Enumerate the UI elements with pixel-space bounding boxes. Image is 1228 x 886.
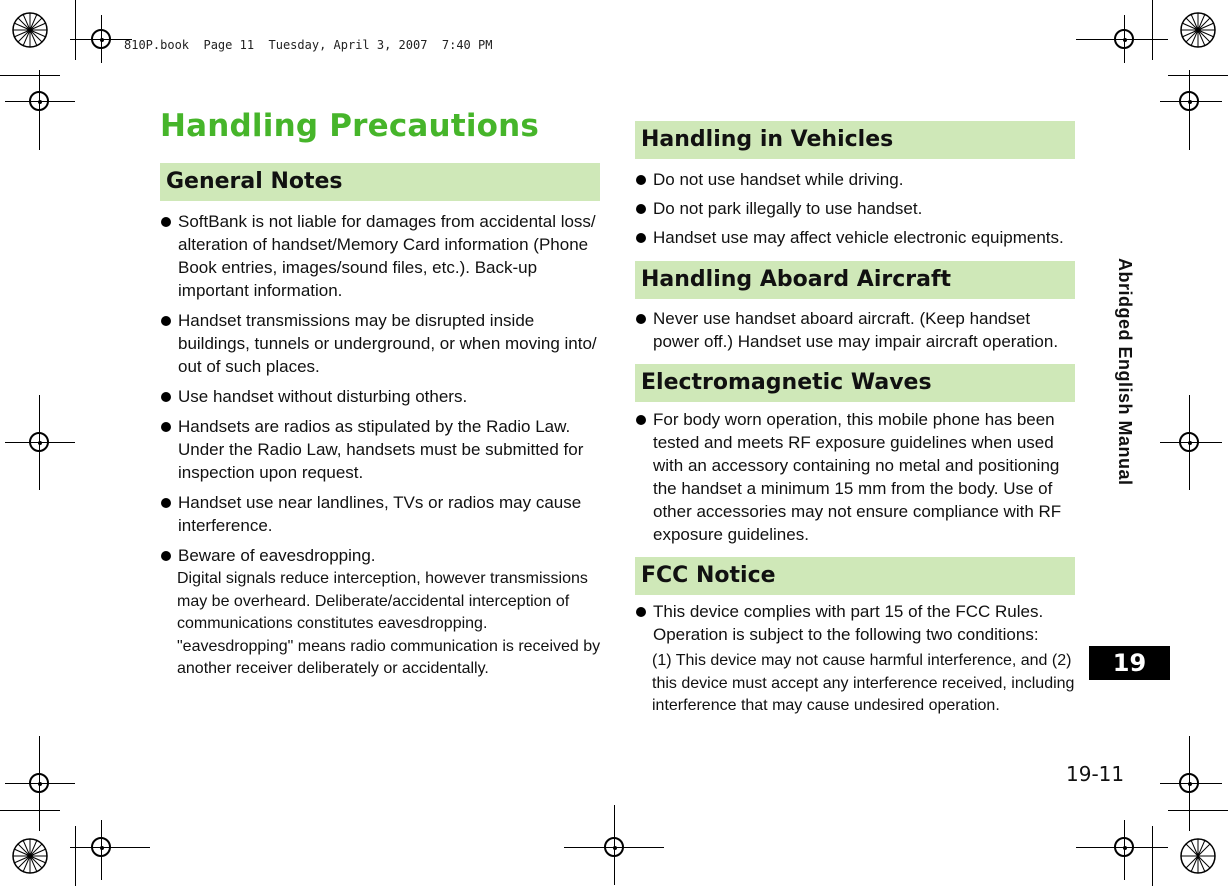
bullet-icon: [161, 392, 171, 402]
registration-starburst-icon: [12, 838, 48, 874]
bullet-icon: [161, 551, 171, 561]
registration-starburst-icon: [12, 12, 48, 48]
bullet-icon: [636, 233, 646, 243]
list-item: Do not use handset while driving.: [635, 168, 1077, 191]
registration-starburst-icon: [1180, 12, 1216, 48]
list-item: Do not park illegally to use handset.: [635, 197, 1077, 220]
bullet-icon: [161, 217, 171, 227]
list-item: Use handset without disturbing others.: [160, 385, 602, 408]
page-number: 19-11: [1066, 762, 1125, 786]
bullet-icon: [636, 204, 646, 214]
section-heading-aircraft: Handling Aboard Aircraft: [635, 261, 1075, 299]
eavesdropping-note: Digital signals reduce interception, however transmissions may be overheard. Deliberate/accidental interception of communications constitutes eavesdropping. "eavesdropping" means radio communication is received by another receiver deliberately or accidentally.: [177, 570, 601, 677]
electromagnetic-list: [635, 408, 1077, 546]
list-item: Handset use near landlines, TVs or radios may cause interference.: [160, 491, 602, 537]
bullet-icon: [636, 607, 646, 617]
section-heading-fcc-notice: FCC Notice: [635, 557, 1075, 595]
file-header: 810P.book Page 11 Tuesday, April 3, 2007 7:40 PM: [124, 38, 493, 52]
list-item: Handsets are radios as stipulated by the Radio Law. Under the Radio Law, handsets must be submitted for inspection upon request.: [160, 415, 602, 484]
list-item: Never use handset aboard aircraft. (Keep handset power off.) Handset use may impair aircraft operation.: [635, 307, 1077, 353]
list-item: Beware of eavesdropping.: [160, 544, 602, 567]
fcc-list: [635, 600, 1077, 646]
bullet-icon: [161, 422, 171, 432]
list-item: Handset use may affect vehicle electronic equipments.: [635, 226, 1077, 249]
section-heading-electromagnetic-waves: Electromagnetic Waves: [635, 364, 1075, 402]
chapter-number-tab: 19: [1089, 646, 1170, 680]
registration-starburst-icon: [1180, 838, 1216, 874]
list-item: This device complies with part 15 of the FCC Rules. Operation is subject to the following two conditions:: [635, 600, 1077, 646]
bullet-icon: [161, 498, 171, 508]
bullet-icon: [636, 415, 646, 425]
bullet-icon: [636, 314, 646, 324]
chapter-side-label: Abridged English Manual: [1115, 258, 1135, 486]
section-heading-vehicles: Handling in Vehicles: [635, 121, 1075, 159]
aircraft-list: [635, 307, 1077, 353]
page-title: Handling Precautions: [160, 108, 540, 144]
general-notes-list: [160, 210, 602, 567]
fcc-conditions: (1) This device may not cause harmful interference, and (2) this device must accept any interference received, including interference that may cause undesired operation.: [652, 652, 1075, 714]
list-item: For body worn operation, this mobile phone has been tested and meets RF exposure guidelines when used with an accessory containing no metal and positioning the handset a minimum 15 mm from the body. Use of other accessories may not ensure compliance with RF exposure guidelines.: [635, 408, 1077, 546]
list-item: Handset transmissions may be disrupted inside buildings, tunnels or underground, or when moving into/ out of such places.: [160, 309, 602, 378]
bullet-icon: [161, 316, 171, 326]
section-heading-general-notes: General Notes: [160, 163, 600, 201]
bullet-icon: [636, 175, 646, 185]
vehicles-list: [635, 168, 1077, 249]
list-item: SoftBank is not liable for damages from accidental loss/ alteration of handset/Memory Card information (Phone Book entries, images/sound files, etc.). Back-up important information.: [160, 210, 602, 302]
